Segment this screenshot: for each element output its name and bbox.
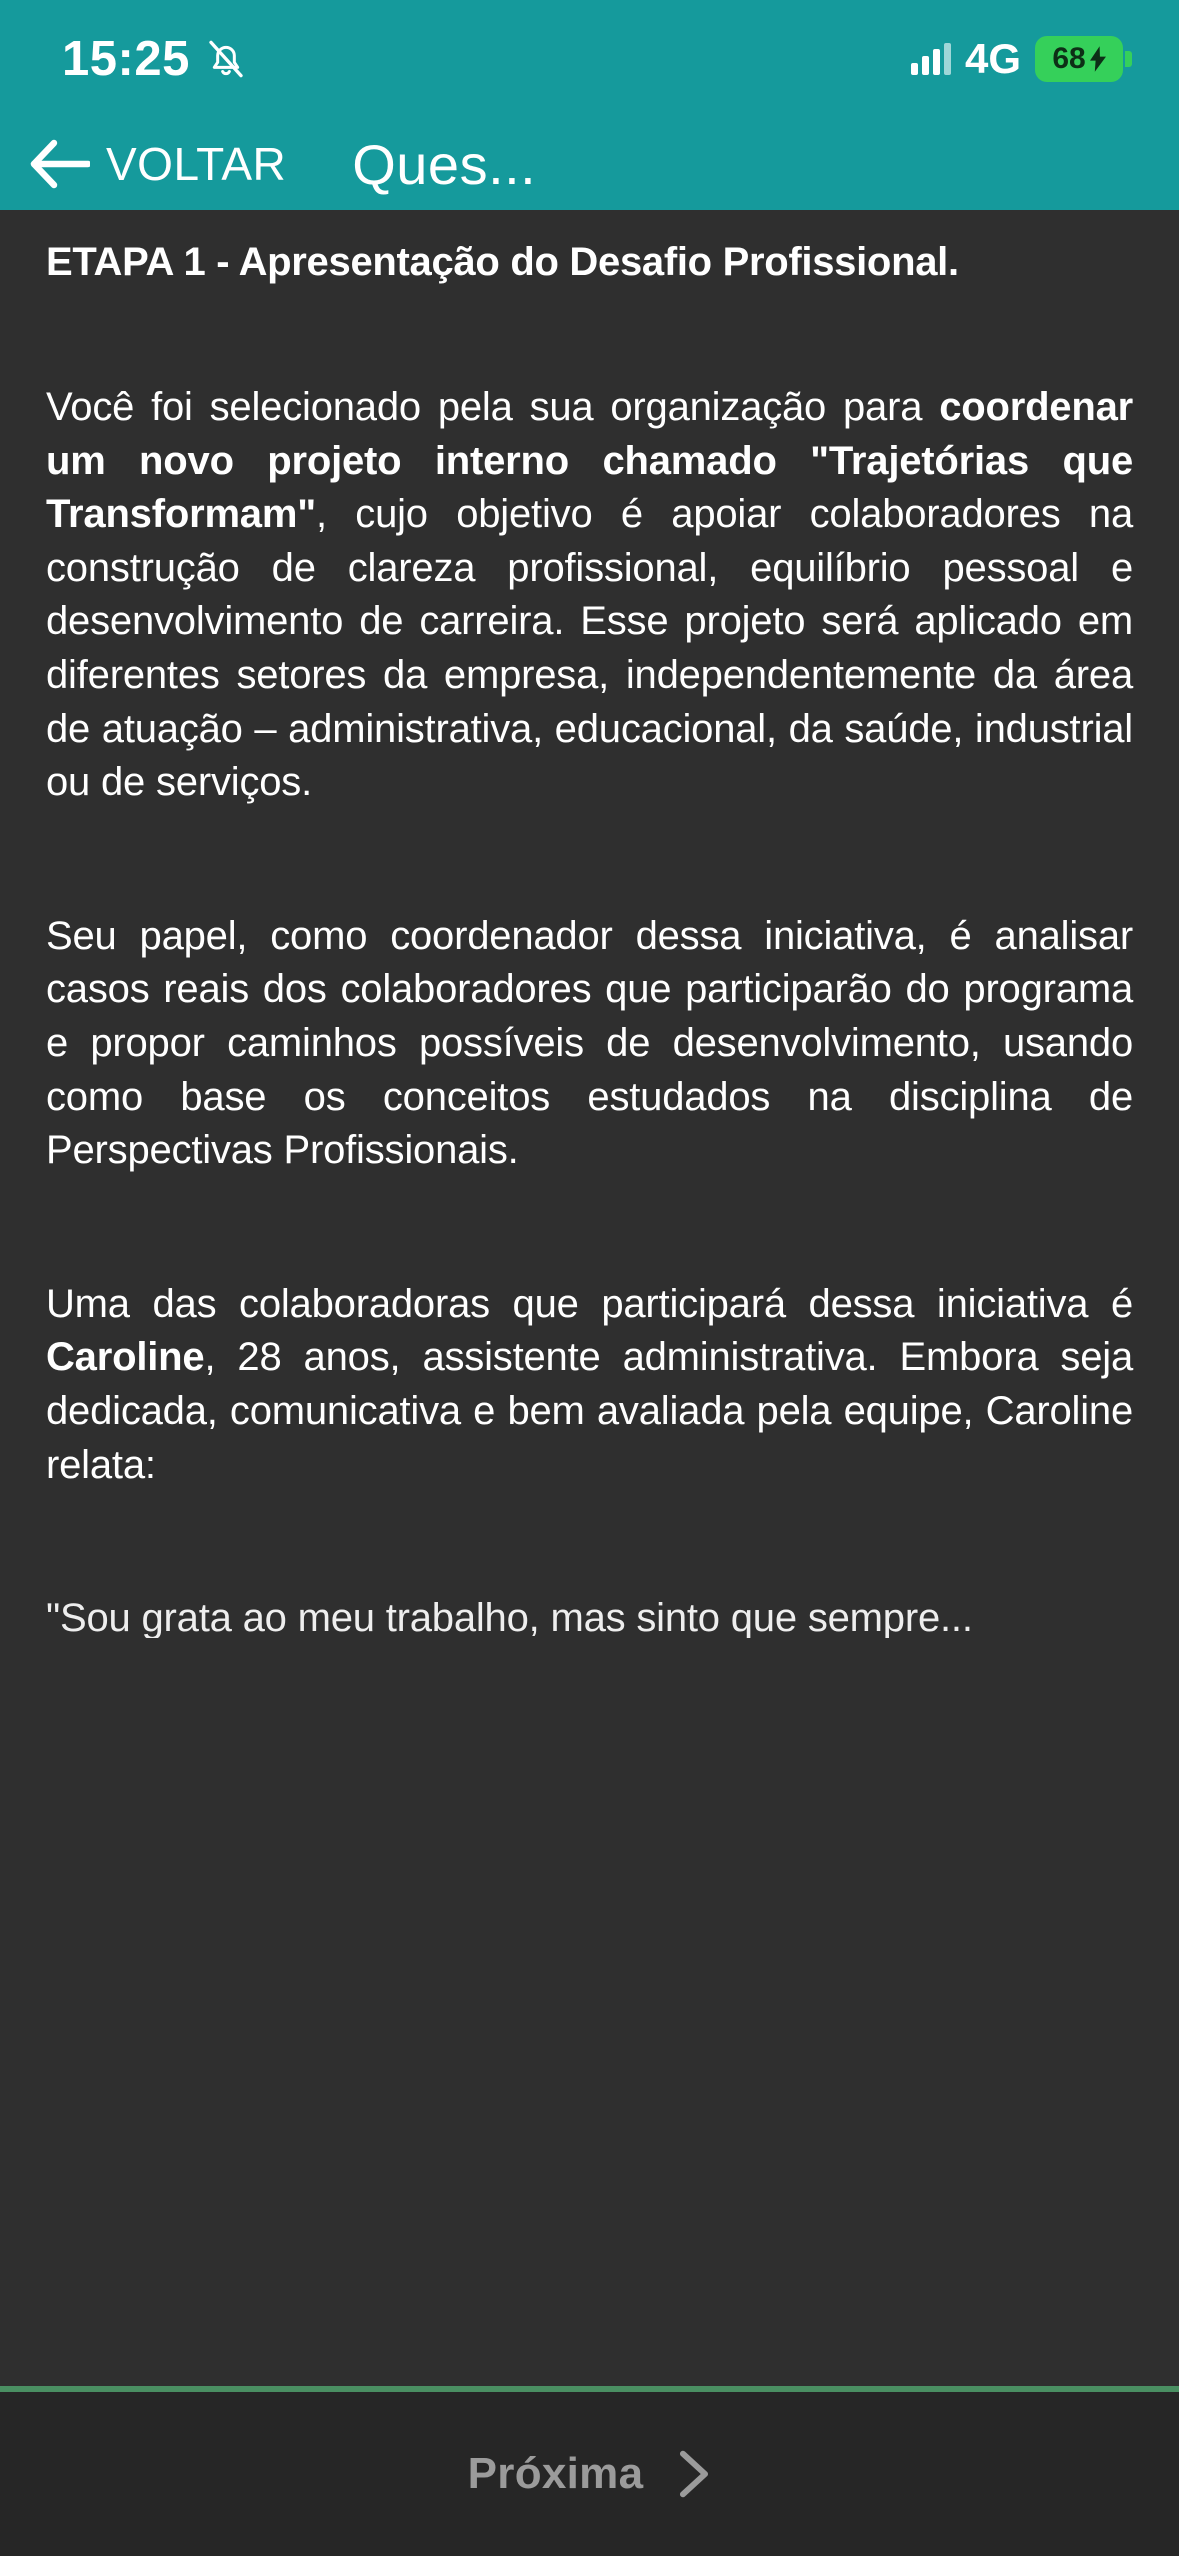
body-text: Seu papel, como coordenador dessa iniciativa, é analisar casos reais dos colaboradores que participarão do programa e propor caminhos possíveis de desenvolvimento, usando como base os conceitos estudados na disciplina de Perspectivas Profissionais. (46, 913, 1133, 1173)
paragraph (46, 1278, 1133, 1492)
question-content[interactable] (0, 210, 1179, 2556)
back-label: VOLTAR (106, 138, 287, 190)
chevron-right-icon[interactable] (677, 2450, 711, 2498)
lightning-bolt-icon (1090, 46, 1106, 72)
emphasis-text: coordenar um novo projeto interno chamado "Trajetórias que Transformam" (46, 385, 1133, 537)
app-bar (0, 118, 1179, 210)
status-bar-left (62, 31, 246, 87)
battery-indicator (1035, 36, 1123, 82)
body-text: , 28 anos, assistente administrativa. Embora seja dedicada, comunicativa e bem avaliada pela equipe, Caroline relata: (46, 1335, 1133, 1487)
body-text: "Sou grata ao meu trabalho, mas sinto que sempre... (46, 1596, 973, 1639)
paragraph (46, 381, 1133, 810)
bell-muted-icon (206, 36, 246, 82)
arrow-left-icon (30, 139, 90, 189)
paragraph (46, 910, 1133, 1178)
status-bar-right (911, 35, 1123, 83)
body-text: Você foi selecionado pela sua organização para (46, 385, 940, 429)
status-bar (0, 0, 1179, 118)
back-button[interactable] (30, 137, 286, 191)
battery-percent-label: 68 (1052, 42, 1086, 75)
bottom-navigation-bar (0, 2386, 1179, 2556)
body-text: Uma das colaboradoras que participará dessa iniciativa é (46, 1281, 1133, 1326)
body-text: , cujo objetivo é apoiar colaboradores na construção de clareza profissional, equilíbrio pessoal e desenvolvimento de carreira. Esse projeto será aplicado em diferentes setores da empresa, independentemente da área de atuação – administrativa, educacional, da saúde, industrial ou de serviços. (46, 492, 1133, 805)
paragraph-list (46, 381, 1133, 1638)
paragraph (46, 1592, 1133, 1638)
next-button-label[interactable]: Próxima (467, 2449, 644, 2498)
emphasis-text: Caroline (46, 1335, 205, 1380)
cellular-signal-icon (911, 43, 951, 75)
status-clock: 15:25 (62, 32, 190, 86)
section-heading: ETAPA 1 - Apresentação do Desafio Profissional. (46, 240, 959, 284)
page-title: Ques... (352, 132, 537, 196)
network-type-label: 4G (964, 35, 1021, 82)
